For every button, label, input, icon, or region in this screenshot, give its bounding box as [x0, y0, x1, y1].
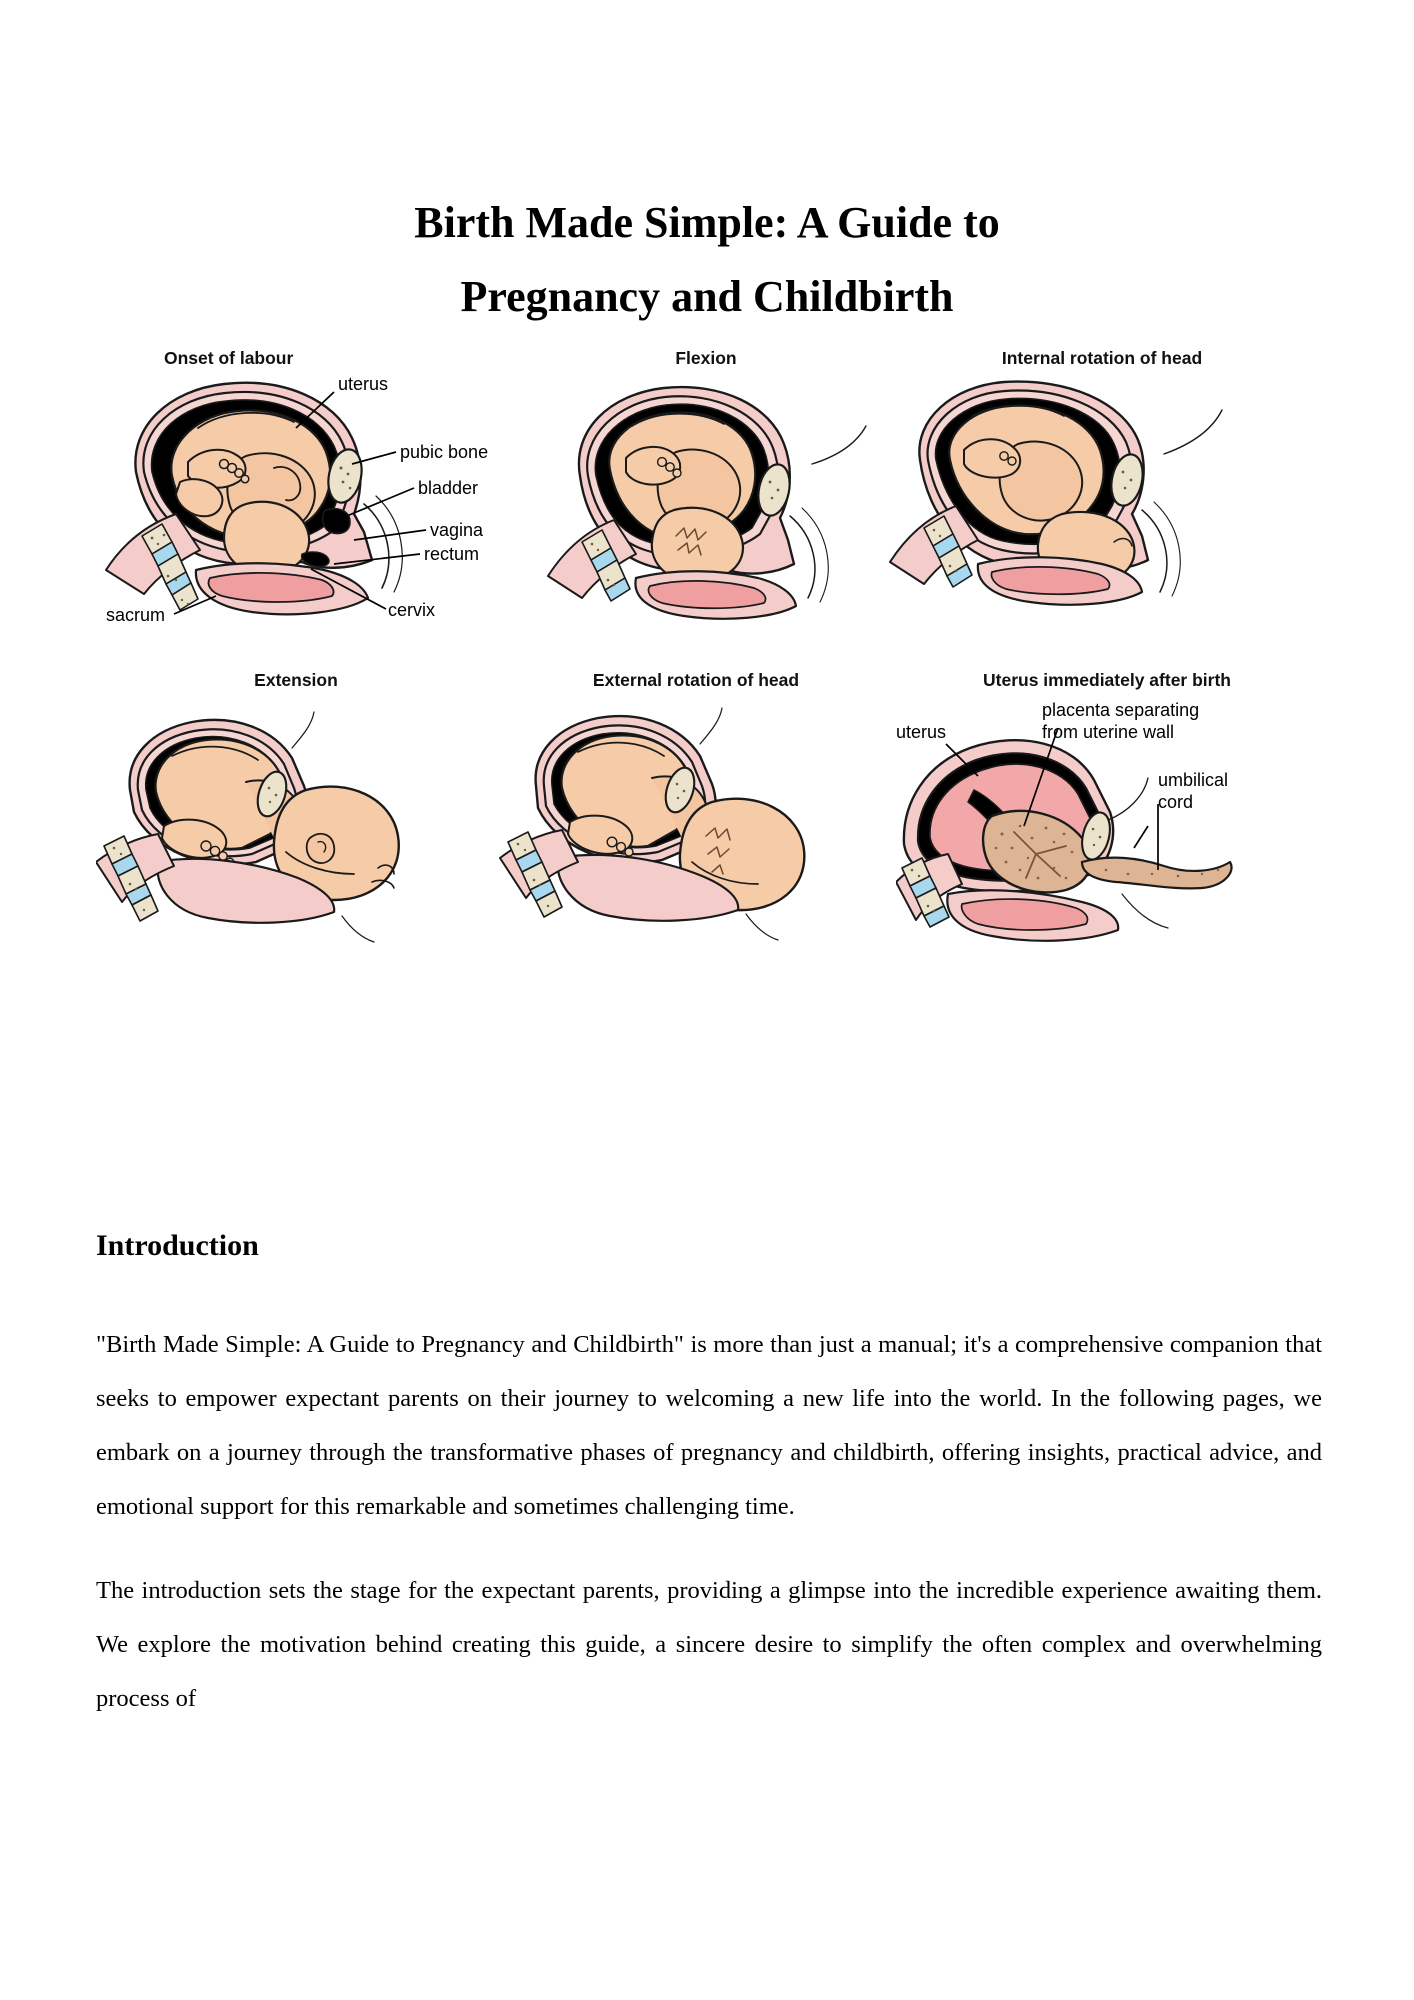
- figure-row-top: [96, 340, 1318, 640]
- childbirth-stages-figure: [96, 340, 1318, 960]
- panel-illustration-extension: [96, 686, 496, 962]
- figure-panel-uterus-immediately-after-birth: [896, 662, 1318, 962]
- label-rectum: rectum: [424, 544, 480, 564]
- panel-title-onset-of-labour: Onset of labour: [164, 348, 294, 368]
- label-cervix: cervix: [388, 600, 436, 620]
- paragraph-1: "Birth Made Simple: A Guide to Pregnancy and Childbirth" is more than just a manual; it's a comprehensive companion that seeks to empower expectant parents on their journey to welcoming a new life into the world. In the following pages, we embark on a journey through the transformative phases of pregnancy and childbirth, offering insights, practical advice, and emotional support for this remarkable and sometimes challenging time.: [96, 1331, 1322, 1520]
- panel-title-extension: Extension: [254, 670, 338, 690]
- panel-illustration-onset-of-labour: [96, 364, 526, 640]
- label-uterus-postpartum: uterus: [896, 722, 947, 742]
- body-copy: [96, 1318, 1322, 1726]
- figure-panel-extension: [96, 662, 496, 962]
- label-pubic-bone: pubic bone: [400, 442, 489, 462]
- page-title: [96, 186, 1318, 334]
- figure-panel-flexion: [526, 340, 886, 640]
- panel-illustration-flexion: [526, 364, 886, 640]
- label-placenta-separating-line-1: placenta separating: [1042, 700, 1200, 720]
- panel-illustration-uterus-immediately-after-birth: [896, 686, 1318, 962]
- figure-panel-internal-rotation-of-head: [886, 340, 1318, 640]
- section-heading-introduction: Introduction: [96, 1229, 259, 1262]
- figure-row-bottom: [96, 662, 1318, 962]
- figure-panel-external-rotation-of-head: [496, 662, 896, 962]
- label-umbilical-cord-line-1: umbilical: [1158, 770, 1229, 790]
- page-title-line-2: Pregnancy and Childbirth: [460, 272, 954, 321]
- label-bladder: bladder: [418, 478, 479, 498]
- label-placenta-separating-line-2: from uterine wall: [1042, 722, 1175, 742]
- label-vagina: vagina: [430, 520, 484, 540]
- paragraph-2: The introduction sets the stage for the expectant parents, providing a glimpse into the incredible experience awaiting them. We explore the motivation behind creating this guide, a sincere desire to simplify the often complex and overwhelming process of: [96, 1577, 1322, 1712]
- panel-title-internal-rotation-of-head: Internal rotation of head: [1001, 348, 1203, 368]
- page-title-line-1: Birth Made Simple: A Guide to: [414, 198, 1000, 247]
- figure-panel-onset-of-labour: [96, 340, 526, 640]
- panel-illustration-internal-rotation-of-head: [886, 364, 1318, 640]
- panel-title-external-rotation-of-head: External rotation of head: [592, 670, 800, 690]
- label-uterus: uterus: [338, 374, 389, 394]
- panel-title-uterus-immediately-after-birth: Uterus immediately after birth: [983, 670, 1231, 690]
- label-umbilical-cord-line-2: cord: [1158, 792, 1194, 812]
- panel-illustration-external-rotation-of-head: [496, 686, 896, 962]
- panel-title-flexion: Flexion: [675, 348, 737, 368]
- label-sacrum: sacrum: [106, 605, 166, 625]
